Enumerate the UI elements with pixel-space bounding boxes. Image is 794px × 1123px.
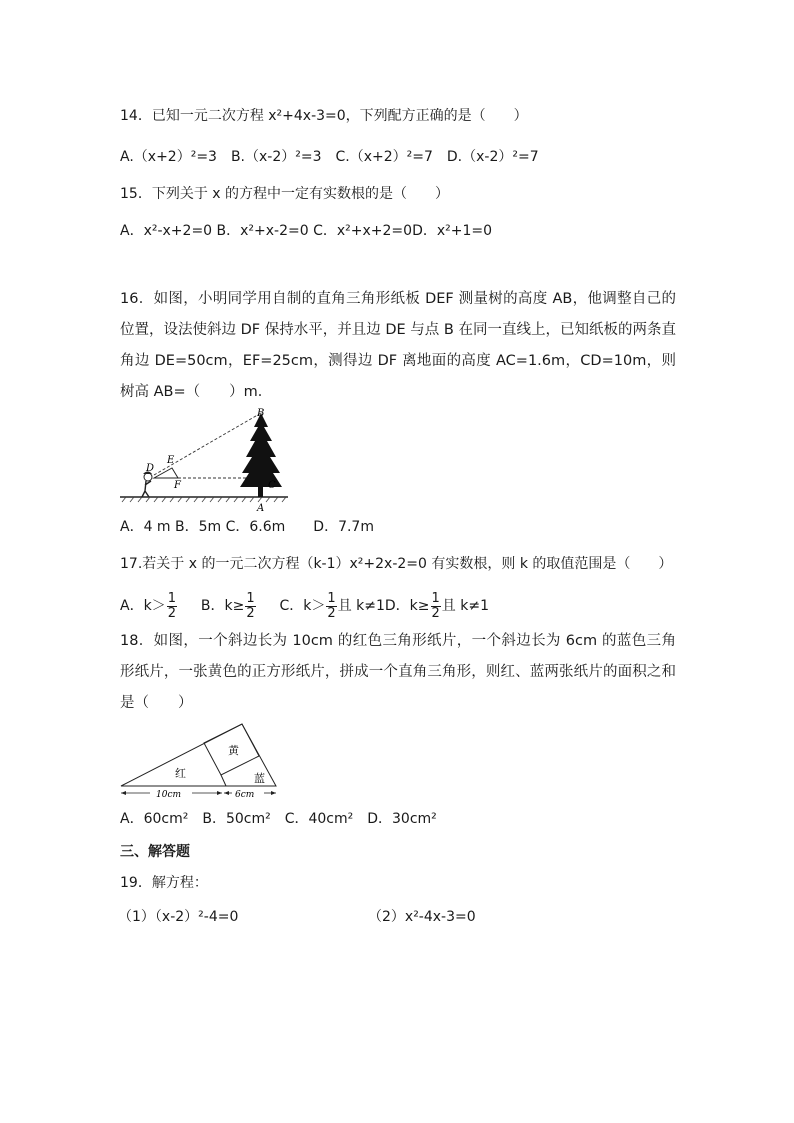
q17-opt-b: B．k≥	[200, 598, 245, 614]
label-red: 红	[175, 767, 186, 780]
label-len-red: 10cm	[156, 790, 182, 800]
q17-options	[120, 589, 489, 623]
fraction-one-half: $\frac{1}{2}$	[246, 590, 255, 621]
fraction-one-half: $\frac{1}{2}$	[167, 590, 176, 621]
q14-options: A.（x+2）²=3 B.（x-2）²=3 C.（x+2）²=7 D.（x-2）²=7	[120, 149, 539, 165]
q17-opt-a: A．k＞	[120, 598, 166, 614]
label-yellow: 黄	[228, 744, 239, 757]
q16-options: A．4 m B．5m C．6.6m D．7.7m	[120, 519, 374, 535]
label-c: C	[268, 480, 276, 491]
q19-part2: （2）x²-4x-3=0	[368, 909, 476, 925]
q18-stem: 18．如图，一个斜边长为 10cm 的红色三角形纸片，一个斜边长为 6cm 的蓝色三角形纸片，一张黄色的正方形纸片，拼成一个直角三角形，则红、蓝两张纸片的面积之和是（ ）	[120, 633, 676, 711]
q16-figure	[118, 405, 292, 513]
label-a: A	[257, 503, 265, 513]
label-d: D	[146, 463, 155, 474]
q18-figure	[118, 722, 282, 802]
q18-options: A．60cm² B．50cm² C．40cm² D．30cm²	[120, 811, 437, 827]
tree-icon	[240, 413, 282, 497]
q19-stem: 19．解方程：	[120, 875, 208, 891]
label-len-blue: 6cm	[235, 790, 255, 800]
q15-stem: 15．下列关于 x 的方程中一定有实数根的是（ ）	[120, 186, 449, 202]
q17-opt-c: C．k＞	[279, 598, 326, 614]
q15-options: A．x²-x+2=0 B．x²+x-2=0 C．x²+x+2=0D．x²+1=0	[120, 223, 493, 239]
q14-stem: 14．已知一元二次方程 x²+4x-3=0，下列配方正确的是（ ）	[120, 108, 528, 124]
label-b: B	[257, 408, 265, 419]
q16-stem: 16．如图，小明同学用自制的直角三角形纸板 DEF 测量树的高度 AB，他调整自己的位置，设法使斜边 DF 保持水平，并且边 DE 与点 B 在同一直线上，已知纸板的两条直角边 DE=50cm，EF=25cm，测得边 DF 离地面的高度 AC=1.6m，CD=10m，则树高 AB=（ ）m．	[120, 291, 676, 400]
label-f: F	[174, 480, 181, 491]
fraction-one-half: $\frac{1}{2}$	[327, 590, 336, 621]
q19-part1: （1）（x-2）²-4=0	[118, 909, 239, 925]
q17-stem: 17.若关于 x 的一元二次方程（k-1）x²+2x-2=0 有实数根，则 k 的取值范围是（ ）	[120, 556, 673, 572]
section-title: 三、解答题	[120, 844, 190, 860]
label-e: E	[167, 455, 175, 466]
q17-opt-d-tail: 且 k≠1	[441, 598, 489, 614]
fraction-one-half: $\frac{1}{2}$	[431, 590, 440, 621]
q17-opt-c-tail: 且 k≠1D．k≥	[337, 598, 430, 614]
label-blue: 蓝	[254, 772, 265, 785]
person-head-icon	[144, 473, 152, 481]
